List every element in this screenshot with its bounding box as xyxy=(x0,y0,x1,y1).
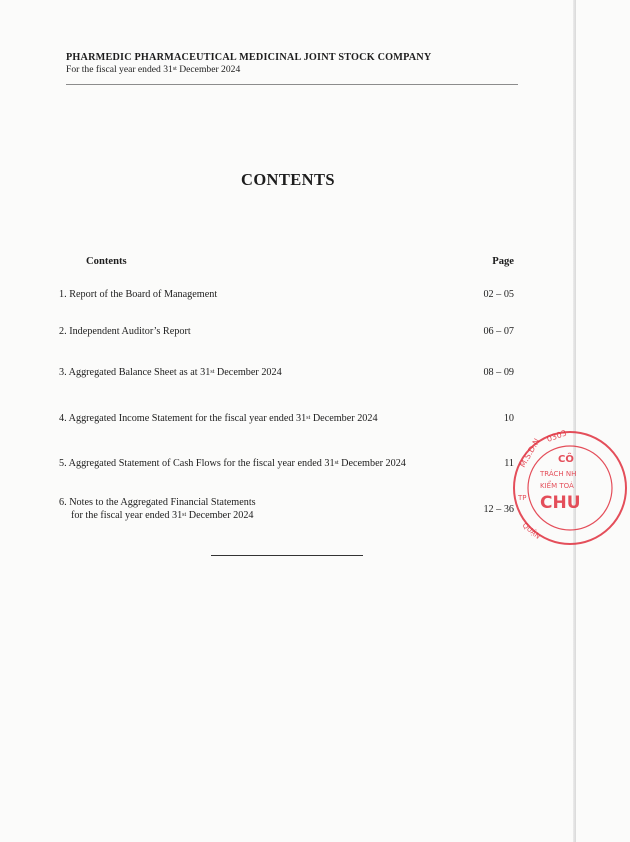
seal-text-chu: CHU xyxy=(540,493,581,513)
toc-entry-label-line-2 xyxy=(59,510,254,521)
toc-entry-pages: 11 xyxy=(504,458,514,469)
seal-text-number: 0303 xyxy=(545,428,568,444)
toc-entry-label xyxy=(59,413,378,426)
toc-entry-label: 1. Report of the Board of Management xyxy=(59,289,218,300)
toc-entry-pages: 02 – 05 xyxy=(483,289,514,300)
ordinal-suffix: st xyxy=(210,369,215,375)
page-header xyxy=(66,51,431,76)
toc-entry-pages: 12 – 36 xyxy=(483,504,514,515)
header-divider xyxy=(66,84,518,85)
fiscal-period-prefix: For the fiscal year ended 31 xyxy=(66,64,173,75)
toc-entry-label xyxy=(59,458,406,471)
toc-entry-label-start: 3. Aggregated Balance Sheet as at 31 xyxy=(59,367,211,378)
page-title: CONTENTS xyxy=(241,170,335,189)
fiscal-period xyxy=(66,64,431,76)
end-divider xyxy=(211,555,363,556)
fiscal-period-suffix: December 2024 xyxy=(176,64,241,75)
seal-text-kiem-toan: KIỂM TOÁ xyxy=(540,482,574,490)
company-name: PHARMEDIC PHARMACEUTICAL MEDICINAL JOINT STOCK COMPANY xyxy=(66,52,432,63)
scan-edge-shadow xyxy=(573,0,576,842)
toc-entry-label-end: December 2024 xyxy=(214,367,282,378)
toc-entry-pages: 08 – 09 xyxy=(483,367,514,378)
toc-entry-label-end: December 2024 xyxy=(186,509,254,521)
company-seal-stamp xyxy=(510,428,630,548)
ordinal-suffix: st xyxy=(182,511,187,518)
toc-entry-label-end: December 2024 xyxy=(310,413,378,424)
ordinal-suffix: st xyxy=(306,415,311,421)
toc-entry-label-start: 5. Aggregated Statement of Cash Flows for the fiscal year ended 31 xyxy=(59,458,335,469)
toc-entry-pages: 10 xyxy=(503,413,514,424)
toc-entry-label-start: 4. Aggregated Income Statement for the fiscal year ended 31 xyxy=(59,413,307,424)
toc-entry-label-line-1: 6. Notes to the Aggregated Financial Statements xyxy=(59,497,256,508)
seal-text-quan: QUẬN xyxy=(520,521,542,541)
seal-text-trach-nhiem: TRÁCH NH xyxy=(540,470,577,478)
toc-entry-label xyxy=(59,367,282,380)
page-column-header: Page xyxy=(492,256,514,267)
seal-text-tp: TP xyxy=(518,494,527,502)
fiscal-period-ordinal: st xyxy=(172,66,177,72)
toc-entry-label-start: for the fiscal year ended 31 xyxy=(71,509,183,521)
contents-column-header: Contents xyxy=(86,256,127,267)
toc-entry-label xyxy=(59,497,256,522)
toc-entry-label: 2. Independent Auditor’s Report xyxy=(59,326,191,337)
toc-entry-label-end: December 2024 xyxy=(338,458,406,469)
toc-entry-pages: 06 – 07 xyxy=(483,326,514,337)
seal-text-msdn: M.S.D.N xyxy=(517,436,542,469)
seal-text-co: CÔ xyxy=(558,454,574,465)
ordinal-suffix: st xyxy=(334,460,339,466)
